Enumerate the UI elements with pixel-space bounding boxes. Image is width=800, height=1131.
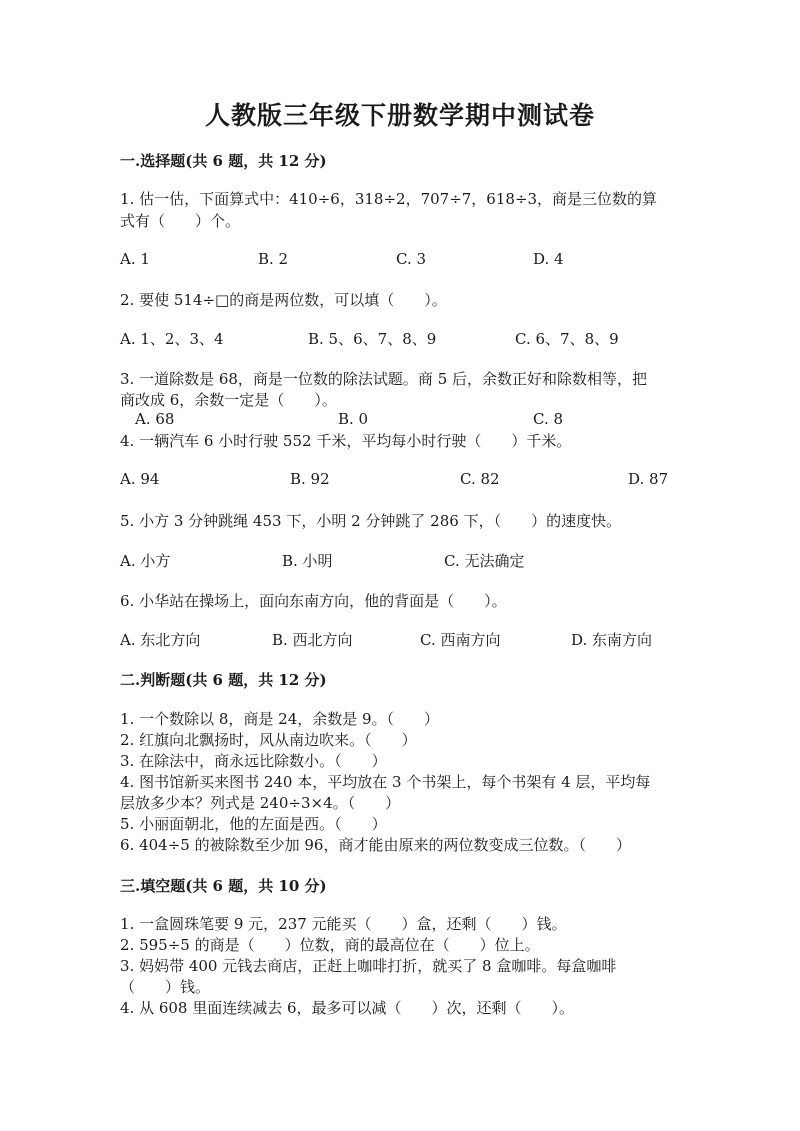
question-text: 5. 小方 3 分钟跳绳 453 下，小明 2 分钟跳了 286 下，（ ）的速度快。 bbox=[120, 512, 622, 530]
option-b: B. 西北方向 bbox=[272, 631, 353, 649]
option-b: B. 2 bbox=[258, 250, 289, 268]
option-a: A. 68 bbox=[135, 410, 175, 428]
question-text: 3. 一道除数是 68，商是一位数的除法试题。商 5 后，余数正好和除数相等，把 bbox=[120, 370, 648, 388]
question-text: 层放多少本？列式是 240÷3×4。（ ） bbox=[120, 794, 401, 812]
question-text: 2. 要使 514÷□的商是两位数，可以填（ ）。 bbox=[120, 291, 447, 309]
question-text: 1. 一盒圆珠笔要 9 元，237 元能买（ ）盒，还剩（ ）钱。 bbox=[120, 915, 567, 933]
question-text: 5. 小丽面朝北，他的左面是西。（ ） bbox=[120, 815, 387, 833]
question-text: 式有（ ）个。 bbox=[120, 212, 241, 230]
question-text: （ ）钱。 bbox=[120, 978, 211, 996]
option-c: C. 82 bbox=[460, 470, 500, 488]
question-text: 2. 595÷5 的商是（ ）位数，商的最高位在（ ）位上。 bbox=[120, 936, 540, 954]
question-text: 2. 红旗向北飘扬时，风从南边吹来。（ ） bbox=[120, 731, 417, 749]
question-text: 4. 一辆汽车 6 小时行驶 552 千米，平均每小时行驶（ ）千米。 bbox=[120, 432, 572, 450]
question-text: 4. 从 608 里面连续减去 6，最多可以减（ ）次，还剩（ ）。 bbox=[120, 999, 575, 1017]
option-a: A. 小方 bbox=[120, 552, 171, 570]
option-b: B. 0 bbox=[338, 410, 369, 428]
option-a: A. 1、2、3、4 bbox=[120, 330, 224, 348]
option-a: A. 94 bbox=[120, 470, 160, 488]
section-heading-choice: 一.选择题(共 6 题，共 12 分) bbox=[120, 152, 327, 170]
option-d: D. 4 bbox=[533, 250, 564, 268]
option-a: A. 东北方向 bbox=[120, 631, 201, 649]
option-c: C. 无法确定 bbox=[444, 552, 525, 570]
option-b: B. 5、6、7、8、9 bbox=[308, 330, 437, 348]
question-text: 商改成 6，余数一定是（ ）。 bbox=[120, 391, 337, 409]
question-text: 4. 图书馆新买来图书 240 本，平均放在 3 个书架上，每个书架有 4 层，平均每 bbox=[120, 773, 651, 791]
question-text: 6. 小华站在操场上，面向东南方向，他的背面是（ ）。 bbox=[120, 592, 507, 610]
question-text: 6. 404÷5 的被除数至少加 96，商才能由原来的两位数变成三位数。（ ） bbox=[120, 836, 631, 854]
option-c: C. 8 bbox=[533, 410, 564, 428]
question-text: 3. 妈妈带 400 元钱去商店，正赶上咖啡打折，就买了 8 盒咖啡。每盒咖啡 bbox=[120, 957, 617, 975]
option-d: D. 87 bbox=[628, 470, 669, 488]
option-b: B. 小明 bbox=[282, 552, 333, 570]
option-d: D. 东南方向 bbox=[571, 631, 653, 649]
option-c: C. 西南方向 bbox=[420, 631, 501, 649]
option-c: C. 3 bbox=[396, 250, 427, 268]
question-text: 1. 估一估，下面算式中：410÷6，318÷2，707÷7，618÷3，商是三位数的算 bbox=[120, 190, 658, 208]
section-heading-fill: 三.填空题(共 6 题，共 10 分) bbox=[120, 877, 327, 895]
question-text: 3. 在除法中，商永远比除数小。（ ） bbox=[120, 752, 387, 770]
question-text: 1. 一个数除以 8，商是 24，余数是 9。（ ） bbox=[120, 710, 440, 728]
option-a: A. 1 bbox=[120, 250, 150, 268]
section-heading-judge: 二.判断题(共 6 题，共 12 分) bbox=[120, 671, 327, 689]
option-b: B. 92 bbox=[290, 470, 330, 488]
exam-title: 人教版三年级下册数学期中测试卷 bbox=[204, 101, 595, 130]
option-c: C. 6、7、8、9 bbox=[515, 330, 619, 348]
